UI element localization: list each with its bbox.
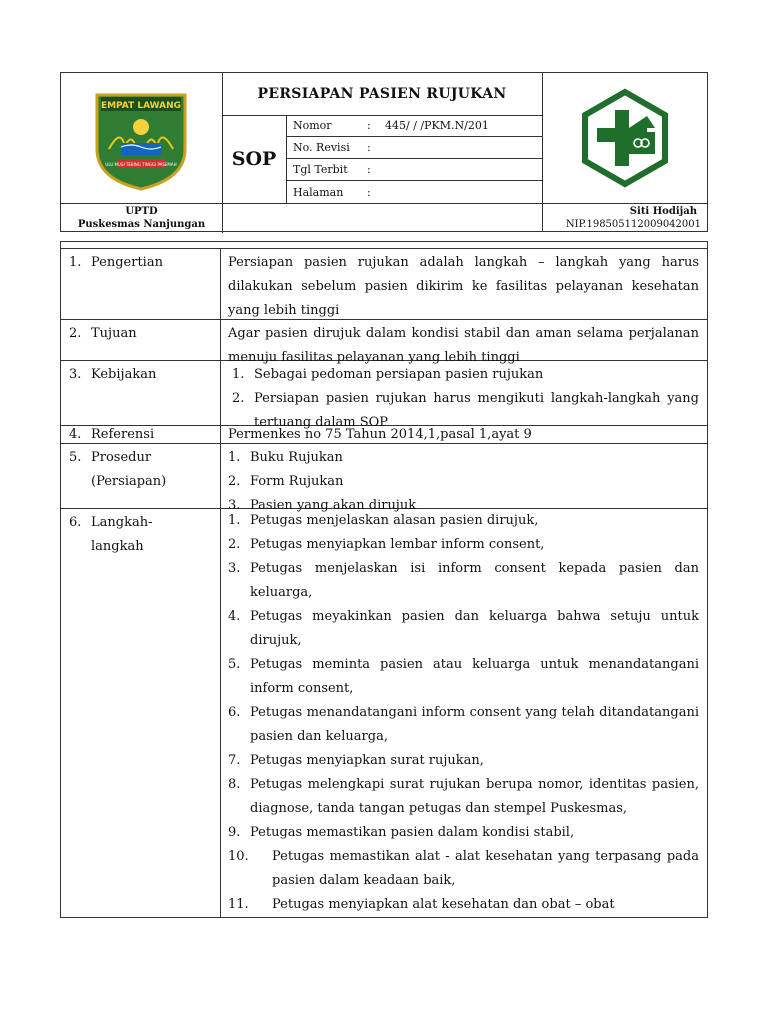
list-number: 2. xyxy=(232,391,245,406)
list-text: Petugas menyiapkan lembar inform consent, xyxy=(250,537,545,552)
list-number: 3. xyxy=(228,498,241,513)
meta-row-tgl-terbit xyxy=(287,159,542,181)
meta-label: Nomor xyxy=(293,119,332,132)
list-item xyxy=(228,845,699,893)
section-label xyxy=(69,428,220,442)
meta-label: Halaman xyxy=(293,185,344,199)
list-item xyxy=(228,653,699,701)
section-list xyxy=(221,509,707,917)
emblem-ribbon-text: ULU MUSI TEBING TINGGI PASEMAH xyxy=(105,162,177,167)
signer-name: Siti Hodijah xyxy=(629,206,697,217)
list-number: 9. xyxy=(228,825,241,840)
list-text: Sebagai pedoman persiapan pasien rujukan xyxy=(254,367,544,382)
list-text: Persiapan pasien rujukan harus mengikuti langkah-langkah yang tertuang dalam SOP xyxy=(254,391,699,430)
meta-colon: : xyxy=(367,185,371,199)
meta-label: No. Revisi xyxy=(293,141,350,154)
section-tujuan xyxy=(61,320,707,365)
org-line-2: Puskesmas Nanjungan xyxy=(77,219,206,230)
list-item xyxy=(228,821,699,845)
section-label-cell xyxy=(61,249,221,319)
section-number: 6. xyxy=(69,515,82,530)
sop-header xyxy=(60,72,708,232)
list-text: Petugas menyiapkan surat rujukan, xyxy=(250,753,484,768)
list-text: Petugas menandatangani inform consent yang telah ditandatangani pasien dan keluarga, xyxy=(250,705,699,744)
empat-lawang-emblem-icon xyxy=(91,87,191,191)
list-item xyxy=(228,470,699,494)
sop-content-table xyxy=(60,241,708,918)
list-number: 1. xyxy=(228,450,241,465)
list-number: 3. xyxy=(228,561,241,576)
list-item xyxy=(232,363,699,387)
puskesmas-logo-cell xyxy=(543,73,707,203)
section-list xyxy=(221,361,707,430)
spacer-row xyxy=(61,242,707,249)
list-text: Petugas memastikan alat - alat kesehatan yang terpasang pada pasien dalam keadaan baik, xyxy=(272,849,699,888)
list-number: 10. xyxy=(228,849,249,864)
section-langkah xyxy=(61,509,707,918)
section-label-cell xyxy=(61,320,221,360)
section-label xyxy=(69,511,220,535)
list-item xyxy=(228,893,699,917)
document-title: PERSIAPAN PASIEN RUJUKAN xyxy=(222,73,543,116)
list-item xyxy=(228,749,699,773)
list-number: 7. xyxy=(228,753,241,768)
section-pengertian xyxy=(61,249,707,320)
section-text: Persiapan pasien rujukan adalah langkah – langkah yang harus dilakukan sebelum pasien dikirim ke fasilitas pelayanan kesehatan yang lebih tinggi xyxy=(228,255,699,318)
list-item xyxy=(228,773,699,821)
list-number: 1. xyxy=(232,367,245,382)
list-item xyxy=(228,557,699,605)
organization-name xyxy=(61,204,223,233)
section-referensi xyxy=(61,426,707,444)
list-item xyxy=(228,509,699,533)
regency-logo-cell xyxy=(61,73,223,203)
list-number: 5. xyxy=(228,657,241,672)
list-text: Buku Rujukan xyxy=(250,450,343,465)
signer-block xyxy=(543,204,707,233)
meta-row-revisi xyxy=(287,137,542,159)
section-number: 2. xyxy=(69,326,82,341)
list-number: 1. xyxy=(228,513,241,528)
list-number: 6. xyxy=(228,705,241,720)
section-number: 1. xyxy=(69,255,82,270)
list-text: Form Rujukan xyxy=(250,474,344,489)
section-label xyxy=(69,446,220,470)
section-title: Langkah- xyxy=(91,515,153,530)
section-title: Prosedur xyxy=(91,450,152,465)
section-subtitle: (Persiapan) xyxy=(91,474,167,489)
section-text: Permenkes no 75 Tahun 2014,1,pasal 1,ayat 9 xyxy=(228,427,532,442)
meta-row-nomor xyxy=(287,115,542,137)
list-text: Petugas menyiapkan alat kesehatan dan obat – obat xyxy=(272,897,615,912)
section-list xyxy=(221,444,707,513)
puskesmas-logo-icon xyxy=(575,88,675,188)
section-title: Tujuan xyxy=(91,326,137,341)
list-text: Pasien yang akan dirujuk xyxy=(250,498,417,513)
list-text: Petugas menjelaskan isi inform consent kepada pasien dan keluarga, xyxy=(250,561,699,600)
meta-label: Tgl Terbit xyxy=(293,163,348,176)
document-meta xyxy=(287,115,543,203)
list-item xyxy=(228,446,699,470)
section-label-cell xyxy=(61,509,221,917)
signature-blank xyxy=(222,204,543,232)
signer-nip: NIP.198505112009042001 xyxy=(565,219,701,230)
meta-colon: : xyxy=(367,163,371,176)
list-text: Petugas melengkapi surat rujukan berupa nomor, identitas pasien, diagnose, tanda tangan petugas dan stempel Puskesmas, xyxy=(250,777,699,816)
section-title: Referensi xyxy=(91,427,155,442)
meta-colon: : xyxy=(367,141,371,154)
list-number: 2. xyxy=(228,474,241,489)
section-label xyxy=(69,363,220,387)
section-label xyxy=(69,322,220,346)
meta-colon: : xyxy=(367,119,371,132)
list-number: 8. xyxy=(228,777,241,792)
list-item xyxy=(228,605,699,653)
list-item xyxy=(228,701,699,749)
list-number: 4. xyxy=(228,609,241,624)
signature-row xyxy=(61,203,707,232)
list-text: Petugas memastikan pasien dalam kondisi stabil, xyxy=(250,825,575,840)
section-title: Pengertian xyxy=(91,255,163,270)
section-label xyxy=(69,251,220,275)
list-text: Petugas meminta pasien atau keluarga untuk menandatangani inform consent, xyxy=(250,657,699,696)
list-item xyxy=(228,533,699,557)
list-text: Petugas menjelaskan alasan pasien dirujuk, xyxy=(250,513,539,528)
section-kebijakan xyxy=(61,361,707,430)
section-text: Agar pasien dirujuk dalam kondisi stabil dan aman selama perjalanan menuju fasilitas pelayanan yang lebih tinggi xyxy=(228,326,699,365)
section-number: 4. xyxy=(69,427,82,442)
list-text: Petugas meyakinkan pasien dan keluarga bahwa setuju untuk dirujuk, xyxy=(250,609,699,648)
section-label-cell xyxy=(61,361,221,425)
org-line-1: UPTD xyxy=(125,206,158,217)
section-label-cell xyxy=(61,444,221,508)
list-number: 2. xyxy=(228,537,241,552)
section-prosedur xyxy=(61,444,707,513)
section-subtitle: langkah xyxy=(91,539,144,554)
meta-row-halaman xyxy=(287,181,542,203)
section-label-cell xyxy=(61,426,221,443)
section-number: 5. xyxy=(69,450,82,465)
section-title: Kebijakan xyxy=(91,367,157,382)
meta-value: 445/ / /PKM.N/201 xyxy=(385,119,489,132)
emblem-banner-text: EMPAT LAWANG xyxy=(100,101,182,111)
section-number: 3. xyxy=(69,367,82,382)
sop-label: SOP xyxy=(222,115,287,203)
list-number: 11. xyxy=(228,897,249,912)
